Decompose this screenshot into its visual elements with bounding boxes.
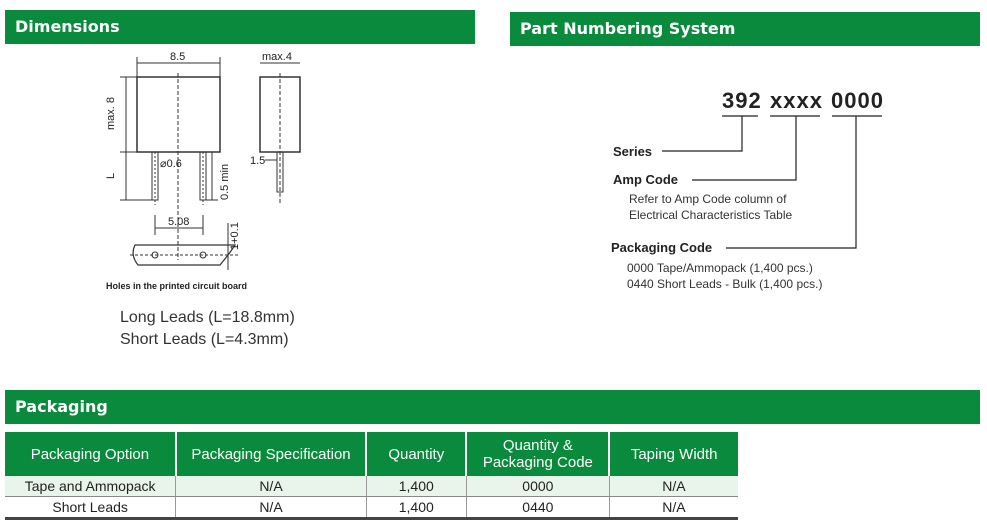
col-packaging-option: Packaging Option [5, 432, 176, 476]
board-caption: Holes in the printed circuit board [106, 281, 248, 291]
packaging-code-desc-1: 0000 Tape/Ammopack (1,400 pcs.) [627, 261, 813, 275]
series-label: Series [613, 144, 653, 159]
dim-diameter-label: ⌀0.6 [160, 158, 182, 170]
cell-option: Short Leads [5, 497, 176, 519]
amp-code-desc-2: Electrical Characteristics Table [629, 208, 793, 222]
long-leads-text: Long Leads (L=18.8mm) [120, 309, 295, 326]
col-quantity: Quantity [366, 432, 466, 476]
cell-quantity: 1,400 [366, 476, 466, 497]
table-row [5, 497, 738, 519]
packaging-table-header [5, 432, 738, 476]
col-packaging-specification: Packaging Specification [176, 432, 366, 476]
table-row [5, 476, 738, 497]
dim-offset-label: 1.5 [250, 155, 266, 167]
cell-code: 0440 [466, 497, 609, 519]
cell-specification: N/A [176, 476, 366, 497]
dim-height-label: max. 8 [105, 96, 117, 130]
amp-code-placeholder: xxxx [770, 88, 823, 113]
dim-min-label: 0.5 min [219, 163, 231, 200]
cell-specification: N/A [176, 497, 366, 519]
cell-taping-width: N/A [609, 476, 738, 497]
cell-taping-width: N/A [609, 497, 738, 519]
short-leads-text: Short Leads (L=4.3mm) [120, 331, 289, 348]
packaging-code-label: Packaging Code [611, 240, 713, 255]
dimensions-header: Dimensions [5, 10, 475, 44]
cell-code: 0000 [466, 476, 609, 497]
amp-code-desc-1: Refer to Amp Code column of [629, 192, 787, 206]
col-quantity-packaging-code: Quantity & Packaging Code [466, 432, 609, 476]
dim-width-label: 8.5 [170, 51, 186, 63]
amp-code-label: Amp Code [613, 172, 678, 187]
dim-tolerance-label: 1+0.1 [229, 222, 241, 250]
dimension-drawing [100, 45, 340, 300]
dim-lead-label: L [105, 172, 117, 179]
cell-quantity: 1,400 [366, 497, 466, 519]
series-code: 392 [722, 88, 762, 113]
packaging-code-placeholder: 0000 [831, 88, 884, 113]
packaging-header: Packaging [5, 390, 980, 424]
dim-thickness-label: max.4 [262, 51, 292, 63]
col-taping-width: Taping Width [609, 432, 738, 476]
packaging-code-desc-2: 0440 Short Leads - Bulk (1,400 pcs.) [627, 277, 823, 291]
cell-option: Tape and Ammopack [5, 476, 176, 497]
packaging-table [5, 432, 738, 520]
part-numbering-header: Part Numbering System [510, 12, 980, 46]
dim-pitch-label: 5.08 [168, 216, 190, 228]
